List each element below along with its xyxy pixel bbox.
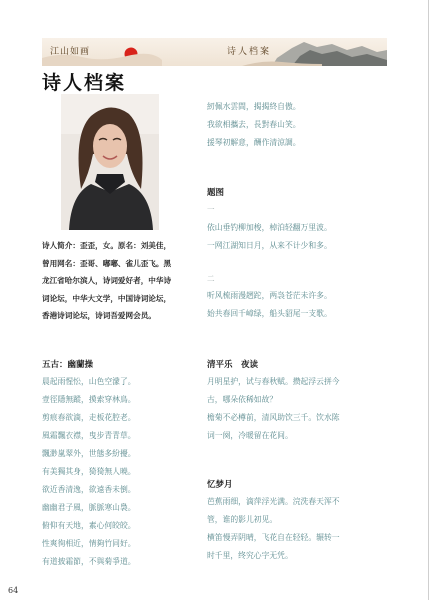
poem-title-qingpingle: 清平乐 夜读: [207, 360, 259, 370]
poem-line: 風霜飄衣襟，曳步青青草。: [42, 431, 136, 440]
intro-poem-line: 我欲相攜去，長對春山笑。: [207, 120, 301, 129]
bio-line: 曾用网名：歪哥、嘟嘟、雀儿歪飞。黑: [42, 258, 172, 268]
poem-line: 古，哪朵依稀如故？: [207, 395, 278, 404]
poem-line: 剪痕春欲滴，走板花腔老。: [42, 413, 136, 422]
poem-line: 幽幽君子風，脈脈寒山裊。: [42, 503, 136, 512]
poem-line: 管，谁的影儿初见。: [207, 515, 278, 524]
poem-line: 始共春回千嶂绿，船头貂尾一支歌。: [207, 309, 332, 318]
poem-line: 有美獨其身，猗猗無人曉。: [42, 467, 136, 476]
intro-poem-line: 紉佩水雲間，揭揭終自傲。: [207, 102, 301, 111]
poem-line: 横笛慢弄阴晴，飞花自在轻轻。辗转一: [207, 533, 340, 542]
poem-line: 词一阕，冷暖留在花间。: [207, 431, 293, 440]
poem-line: 飄渺嵐翠外，世態多紛擾。: [42, 449, 136, 458]
poem-line: 时千里，终究心字无凭。: [207, 551, 293, 560]
bio-line: 香港诗词论坛，诗词吾爱网会员。: [42, 311, 156, 321]
landscape-illustration: [42, 38, 387, 66]
page-number: 64: [8, 586, 19, 595]
poem-title-yimengyue: 忆梦月: [207, 480, 233, 490]
poem-line: 一网江湖知日月，从来不计少和多。: [207, 241, 332, 250]
poem-line: 晨起雨惺忪，山色空濛了。: [42, 377, 136, 386]
poem-part-number: 一: [207, 205, 215, 214]
poem-title-wugu: 五古：幽蘭操: [42, 360, 94, 370]
poem-line: 依山垂钓柳加梭，棹泊轻翻万里波。: [207, 223, 332, 232]
poem-part-number: 二: [207, 274, 215, 283]
poem-line: 檐菊不必樽前，清风助饮三千。饮水陈: [207, 413, 340, 422]
poem-line: 壹徑隱無蹤，摸索穿林鳥。: [42, 395, 136, 404]
poem-line: 芭蕉雨细，滴萍浮光满。浣洗春天浑不: [207, 497, 340, 506]
poem-title-titu: 题图: [207, 188, 225, 198]
page-title: 诗人档案: [42, 72, 127, 94]
author-bio: [42, 237, 189, 325]
bio-line: 龙江省哈尔滨人，诗词爱好者，中华诗: [42, 276, 172, 286]
banner-left-text: 江山如画: [50, 47, 91, 57]
poem-line: 听风梳雨漫趔跎，两袅苍茫未许多。: [207, 291, 332, 300]
poem-line: 俯仰有天地，素心何皎皎。: [42, 521, 136, 530]
poem-line: 有道披霜節，不與菊爭道。: [42, 557, 136, 566]
bio-line: 诗人简介：歪歪，女。原名：刘美佳，: [42, 241, 172, 250]
poem-line: 欲近香清逸，欲遠香未倒。: [42, 485, 136, 494]
intro-poem-line: 援琴初解意，酬作清涼調。: [207, 138, 301, 147]
bio-line: 词论坛，中华大文学，中国诗词论坛，: [42, 293, 172, 303]
header-banner: [42, 38, 387, 66]
poem-line: 月明星护，试与春秋赋。攒起浮云拼今: [207, 377, 340, 386]
poem-line: 性爽徇相近，情夠竹同好。: [42, 539, 136, 548]
author-photo: [61, 94, 159, 230]
banner-right-text: 诗人档案: [227, 47, 272, 57]
